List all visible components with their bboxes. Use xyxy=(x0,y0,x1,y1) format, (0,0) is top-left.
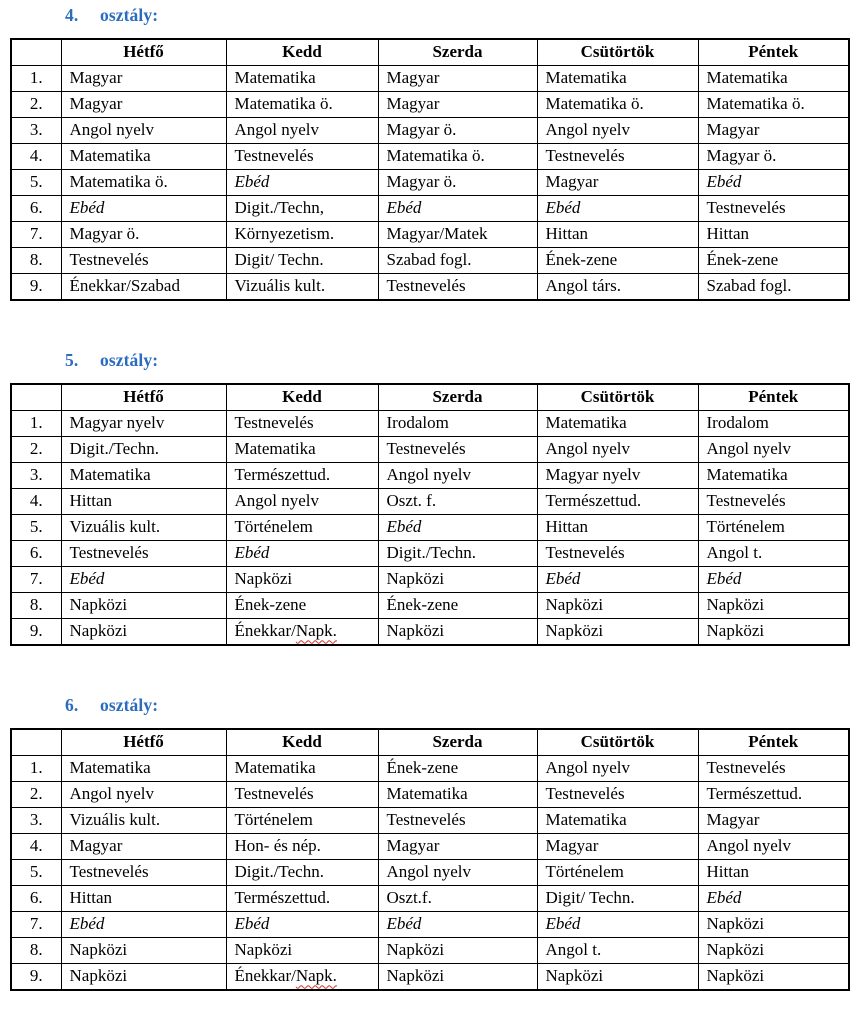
subject-cell: Napközi xyxy=(378,964,537,991)
day-column-header: Csütörtök xyxy=(537,384,698,411)
timetable-section-grade-4 xyxy=(0,5,861,301)
period-number-cell: 2. xyxy=(11,782,61,808)
subject-cell: Matematika ö. xyxy=(226,92,378,118)
subject-cell: Digit./Techn. xyxy=(61,437,226,463)
subject-cell: Magyar xyxy=(61,92,226,118)
subject-cell: Magyar xyxy=(61,66,226,92)
subject-cell: Magyar nyelv xyxy=(537,463,698,489)
subject-cell: Magyar xyxy=(378,66,537,92)
section-title xyxy=(65,5,861,26)
subject-cell: Ebéd xyxy=(378,515,537,541)
subject-cell: Természettud. xyxy=(537,489,698,515)
section-title-number: 5. xyxy=(65,350,79,370)
timetable-row xyxy=(11,938,849,964)
period-number-cell: 5. xyxy=(11,170,61,196)
subject-cell: Testnevelés xyxy=(378,274,537,301)
period-number-cell: 1. xyxy=(11,411,61,437)
subject-cell: Ebéd xyxy=(61,196,226,222)
subject-cell: Angol nyelv xyxy=(537,437,698,463)
subject-cell: Napközi xyxy=(537,964,698,991)
subject-cell: Magyar nyelv xyxy=(61,411,226,437)
subject-cell: Történelem xyxy=(698,515,849,541)
subject-cell: Magyar/Matek xyxy=(378,222,537,248)
subject-cell: Ebéd xyxy=(698,567,849,593)
period-number-cell: 3. xyxy=(11,463,61,489)
subject-cell: Magyar ö. xyxy=(378,118,537,144)
subject-cell: Napközi xyxy=(698,912,849,938)
subject-cell: Hittan xyxy=(698,860,849,886)
timetable-grade-6 xyxy=(10,728,850,991)
subject-cell: Vizuális kult. xyxy=(226,274,378,301)
section-title-label: osztály: xyxy=(100,695,159,715)
subject-cell: Hittan xyxy=(537,222,698,248)
period-number-cell: 9. xyxy=(11,964,61,991)
subject-cell: Napközi xyxy=(698,619,849,646)
subject-cell: Ebéd xyxy=(226,541,378,567)
subject-cell: Ebéd xyxy=(61,567,226,593)
day-column-header: Kedd xyxy=(226,39,378,66)
subject-cell: Hittan xyxy=(698,222,849,248)
timetable-section-grade-6 xyxy=(0,695,861,991)
subject-cell: Napközi xyxy=(378,567,537,593)
subject-cell: Angol nyelv xyxy=(378,463,537,489)
header-row xyxy=(11,384,849,411)
subject-cell: Ebéd xyxy=(537,912,698,938)
period-number-cell: 8. xyxy=(11,248,61,274)
section-title xyxy=(65,695,861,716)
subject-cell: Magyar xyxy=(698,118,849,144)
subject-cell: Ebéd xyxy=(61,912,226,938)
subject-cell: Napközi xyxy=(61,938,226,964)
subject-cell: Vizuális kult. xyxy=(61,515,226,541)
subject-cell: Angol nyelv xyxy=(61,782,226,808)
subject-cell: Matematika ö. xyxy=(378,144,537,170)
timetable-row xyxy=(11,593,849,619)
subject-cell: Vizuális kult. xyxy=(61,808,226,834)
subject-cell: Énekkar/Szabad xyxy=(61,274,226,301)
subject-cell: Oszt. f. xyxy=(378,489,537,515)
day-column-header: Péntek xyxy=(698,384,849,411)
day-column-header: Szerda xyxy=(378,39,537,66)
timetable-row xyxy=(11,515,849,541)
subject-cell: Természettud. xyxy=(226,463,378,489)
subject-cell: Ének-zene xyxy=(537,248,698,274)
subject-cell: Napközi xyxy=(537,619,698,646)
period-number-cell: 3. xyxy=(11,118,61,144)
day-column-header: Hétfő xyxy=(61,384,226,411)
timetable-row xyxy=(11,964,849,991)
period-number-cell: 5. xyxy=(11,515,61,541)
subject-cell: Szabad fogl. xyxy=(378,248,537,274)
period-number-cell: 9. xyxy=(11,274,61,301)
day-column-header: Péntek xyxy=(698,39,849,66)
day-column-header: Péntek xyxy=(698,729,849,756)
subject-cell: Ének-zene xyxy=(378,756,537,782)
timetable-row xyxy=(11,118,849,144)
period-number-cell: 2. xyxy=(11,92,61,118)
period-number-cell: 2. xyxy=(11,437,61,463)
subject-cell: Testnevelés xyxy=(226,782,378,808)
subject-cell: Napközi xyxy=(61,593,226,619)
subject-cell: Angol nyelv xyxy=(61,118,226,144)
subject-cell: Ének-zene xyxy=(378,593,537,619)
timetable-row xyxy=(11,463,849,489)
subject-cell: Angol t. xyxy=(698,541,849,567)
subject-cell: Testnevelés xyxy=(61,248,226,274)
subject-cell: Testnevelés xyxy=(226,411,378,437)
timetable-grade-5 xyxy=(10,383,850,646)
timetable-row xyxy=(11,274,849,301)
subject-cell: Matematika xyxy=(698,66,849,92)
corner-cell xyxy=(11,384,61,411)
subject-cell: Digit./Techn. xyxy=(226,860,378,886)
timetable-row xyxy=(11,222,849,248)
period-number-cell: 8. xyxy=(11,938,61,964)
subject-cell: Napközi xyxy=(226,567,378,593)
subject-cell: Ebéd xyxy=(698,886,849,912)
subject-cell: Testnevelés xyxy=(698,196,849,222)
subject-cell: Testnevelés xyxy=(537,144,698,170)
timetable-row xyxy=(11,567,849,593)
subject-cell: Matematika xyxy=(226,66,378,92)
subject-cell: Ének-zene xyxy=(226,593,378,619)
subject-cell: Magyar xyxy=(378,92,537,118)
subject-cell: Testnevelés xyxy=(378,808,537,834)
subject-cell: Magyar ö. xyxy=(698,144,849,170)
period-number-cell: 1. xyxy=(11,756,61,782)
subject-cell: Angol nyelv xyxy=(226,489,378,515)
subject-cell: Matematika xyxy=(226,437,378,463)
subject-cell: Napközi xyxy=(378,619,537,646)
period-number-cell: 4. xyxy=(11,489,61,515)
subject-cell: Ebéd xyxy=(537,567,698,593)
period-number-cell: 6. xyxy=(11,886,61,912)
subject-cell: Testnevelés xyxy=(698,489,849,515)
subject-cell: Angol nyelv xyxy=(378,860,537,886)
section-title xyxy=(65,350,861,371)
subject-cell: Angol nyelv xyxy=(537,756,698,782)
timetable-row xyxy=(11,782,849,808)
subject-cell: Testnevelés xyxy=(61,541,226,567)
subject-cell: Angol nyelv xyxy=(537,118,698,144)
day-column-header: Csütörtök xyxy=(537,39,698,66)
period-number-cell: 6. xyxy=(11,541,61,567)
timetable-row xyxy=(11,860,849,886)
corner-cell xyxy=(11,39,61,66)
timetable-grade-4 xyxy=(10,38,850,301)
subject-cell: Matematika xyxy=(378,782,537,808)
misspelled-text: Napk. xyxy=(295,621,337,641)
header-row xyxy=(11,729,849,756)
section-title-number: 6. xyxy=(65,695,79,715)
day-column-header: Csütörtök xyxy=(537,729,698,756)
subject-cell: Ebéd xyxy=(226,170,378,196)
subject-cell: Digit./Techn, xyxy=(226,196,378,222)
subject-cell: Irodalom xyxy=(698,411,849,437)
subject-cell: Énekkar/Napk. xyxy=(226,964,378,991)
timetable-section-grade-5 xyxy=(0,350,861,646)
header-row xyxy=(11,39,849,66)
subject-cell: Énekkar/Napk. xyxy=(226,619,378,646)
subject-cell: Hon- és nép. xyxy=(226,834,378,860)
subject-cell: Történelem xyxy=(226,808,378,834)
section-title-label: osztály: xyxy=(100,350,159,370)
subject-cell: Természettud. xyxy=(698,782,849,808)
subject-cell: Ebéd xyxy=(378,196,537,222)
subject-cell: Természettud. xyxy=(226,886,378,912)
timetable-row xyxy=(11,912,849,938)
timetable-row xyxy=(11,170,849,196)
timetable-row xyxy=(11,619,849,646)
subject-cell: Matematika xyxy=(61,144,226,170)
subject-cell: Matematika ö. xyxy=(698,92,849,118)
day-column-header: Hétfő xyxy=(61,729,226,756)
subject-cell: Matematika xyxy=(537,66,698,92)
subject-cell: Matematika xyxy=(698,463,849,489)
timetable-row xyxy=(11,411,849,437)
period-number-cell: 1. xyxy=(11,66,61,92)
period-number-cell: 7. xyxy=(11,912,61,938)
subject-cell: Hittan xyxy=(61,886,226,912)
timetable-row xyxy=(11,92,849,118)
day-column-header: Hétfő xyxy=(61,39,226,66)
subject-cell: Testnevelés xyxy=(537,782,698,808)
corner-cell xyxy=(11,729,61,756)
subject-cell: Angol t. xyxy=(537,938,698,964)
timetable-row xyxy=(11,756,849,782)
subject-cell: Napközi xyxy=(698,938,849,964)
period-number-cell: 8. xyxy=(11,593,61,619)
subject-cell: Oszt.f. xyxy=(378,886,537,912)
subject-cell: Szabad fogl. xyxy=(698,274,849,301)
day-column-header: Szerda xyxy=(378,729,537,756)
subject-cell: Matematika xyxy=(61,463,226,489)
subject-cell: Ebéd xyxy=(698,170,849,196)
subject-cell: Angol társ. xyxy=(537,274,698,301)
timetable-row xyxy=(11,886,849,912)
subject-cell: Digit/ Techn. xyxy=(537,886,698,912)
timetable-row xyxy=(11,541,849,567)
subject-cell: Napközi xyxy=(698,593,849,619)
subject-cell: Magyar ö. xyxy=(378,170,537,196)
period-number-cell: 3. xyxy=(11,808,61,834)
subject-cell: Testnevelés xyxy=(61,860,226,886)
subject-cell: Ebéd xyxy=(226,912,378,938)
subject-cell: Testnevelés xyxy=(226,144,378,170)
period-number-cell: 4. xyxy=(11,834,61,860)
subject-cell: Matematika ö. xyxy=(537,92,698,118)
subject-cell: Testnevelés xyxy=(537,541,698,567)
subject-cell: Matematika xyxy=(537,808,698,834)
subject-cell: Napközi xyxy=(698,964,849,991)
subject-cell: Magyar xyxy=(537,170,698,196)
subject-cell: Napközi xyxy=(61,619,226,646)
subject-cell: Napközi xyxy=(226,938,378,964)
subject-cell: Angol nyelv xyxy=(698,437,849,463)
subject-cell: Matematika ö. xyxy=(61,170,226,196)
subject-cell: Angol nyelv xyxy=(698,834,849,860)
timetable-row xyxy=(11,144,849,170)
timetable-row xyxy=(11,66,849,92)
period-number-cell: 9. xyxy=(11,619,61,646)
section-title-number: 4. xyxy=(65,5,79,25)
subject-cell: Digit./Techn. xyxy=(378,541,537,567)
timetable-row xyxy=(11,196,849,222)
subject-cell: Magyar ö. xyxy=(61,222,226,248)
subject-cell: Magyar xyxy=(698,808,849,834)
subject-cell: Magyar xyxy=(61,834,226,860)
subject-cell: Testnevelés xyxy=(698,756,849,782)
subject-cell: Környezetism. xyxy=(226,222,378,248)
timetable-row xyxy=(11,834,849,860)
period-number-cell: 7. xyxy=(11,567,61,593)
misspelled-text: Napk. xyxy=(295,966,337,986)
document-page xyxy=(0,5,861,991)
day-column-header: Kedd xyxy=(226,384,378,411)
subject-cell: Történelem xyxy=(537,860,698,886)
subject-cell: Napközi xyxy=(61,964,226,991)
day-column-header: Szerda xyxy=(378,384,537,411)
period-number-cell: 6. xyxy=(11,196,61,222)
subject-cell: Napközi xyxy=(378,938,537,964)
subject-cell: Magyar xyxy=(378,834,537,860)
subject-cell: Irodalom xyxy=(378,411,537,437)
subject-cell: Matematika xyxy=(226,756,378,782)
timetable-row xyxy=(11,248,849,274)
subject-cell: Matematika xyxy=(61,756,226,782)
subject-cell: Testnevelés xyxy=(378,437,537,463)
subject-cell: Hittan xyxy=(537,515,698,541)
subject-cell: Matematika xyxy=(537,411,698,437)
period-number-cell: 7. xyxy=(11,222,61,248)
subject-cell: Hittan xyxy=(61,489,226,515)
period-number-cell: 5. xyxy=(11,860,61,886)
subject-cell: Történelem xyxy=(226,515,378,541)
section-title-label: osztály: xyxy=(100,5,159,25)
subject-cell: Ebéd xyxy=(378,912,537,938)
subject-cell: Napközi xyxy=(537,593,698,619)
subject-cell: Ének-zene xyxy=(698,248,849,274)
subject-cell: Digit/ Techn. xyxy=(226,248,378,274)
timetable-row xyxy=(11,489,849,515)
period-number-cell: 4. xyxy=(11,144,61,170)
subject-cell: Magyar xyxy=(537,834,698,860)
subject-cell: Angol nyelv xyxy=(226,118,378,144)
timetable-row xyxy=(11,437,849,463)
timetable-row xyxy=(11,808,849,834)
day-column-header: Kedd xyxy=(226,729,378,756)
subject-cell: Ebéd xyxy=(537,196,698,222)
